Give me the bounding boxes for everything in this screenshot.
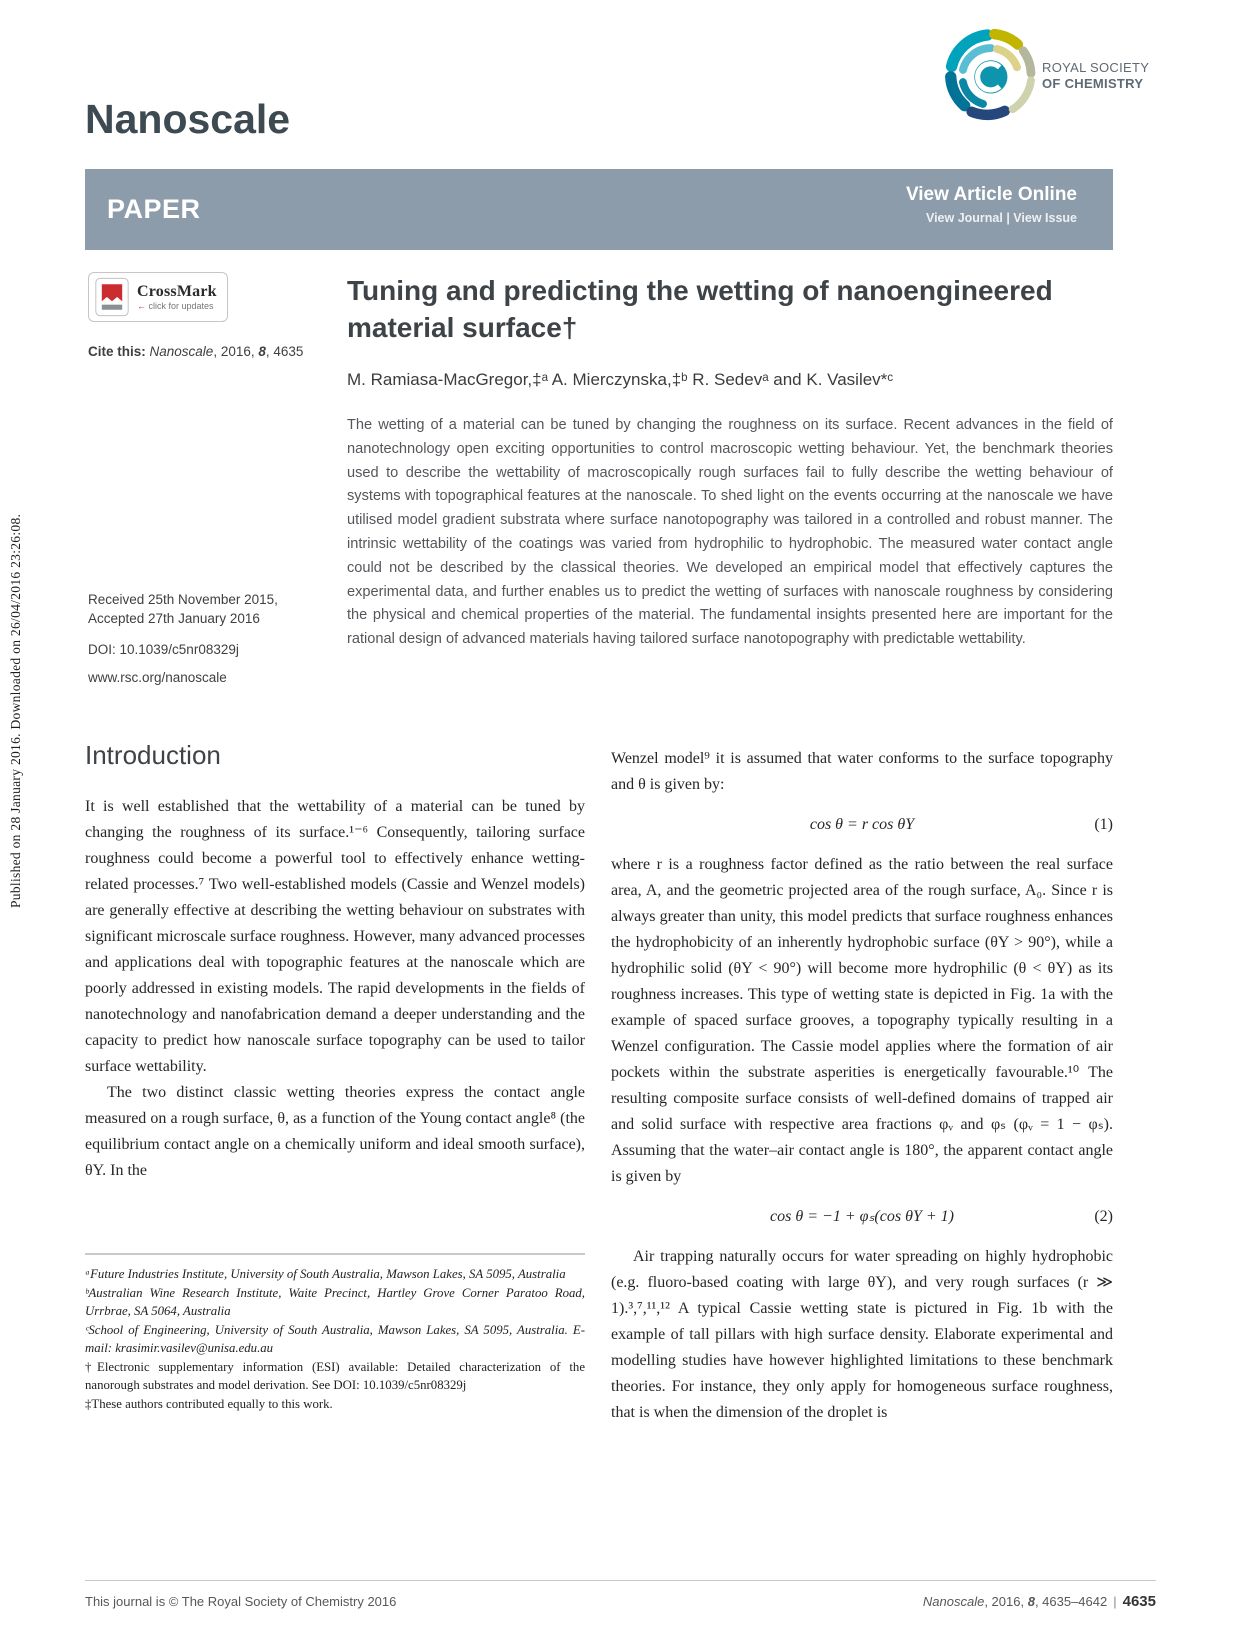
cite-this-line <box>88 342 338 361</box>
body-paragraph: Wenzel model⁹ it is assumed that water conforms to the surface topography and θ is given by: <box>611 750 1113 793</box>
article-head <box>347 272 1113 652</box>
download-stamp: Published on 28 January 2016. Downloaded on 26/04/2016 23:26:08. <box>8 513 23 908</box>
received-date: Received 25th November 2015, <box>88 592 278 607</box>
footer-citation-mid: , 2016, <box>984 1594 1028 1609</box>
footnote-divider <box>85 1253 585 1255</box>
crossmark-icon <box>95 277 129 317</box>
banner-links <box>906 184 1077 225</box>
equation-1-formula: cos θ = r cos θY <box>809 816 915 833</box>
crossmark-text <box>137 283 217 311</box>
body-column-right <box>611 746 1113 1426</box>
paper-type-banner <box>85 169 1113 250</box>
cite-pages: , 4635 <box>265 344 304 359</box>
footnotes-block <box>85 1253 585 1413</box>
body-column-left <box>85 742 585 1184</box>
crossmark-title: CrossMark <box>137 283 217 300</box>
affiliation-c: ᶜSchool of Engineering, University of South Australia, Mawson Lakes, SA 5095, Australia. E-mail: krasimir.vasilev@unisa.edu.au <box>85 1322 585 1355</box>
history-dates <box>88 590 338 628</box>
footer-volume: 8 <box>1027 1594 1035 1609</box>
view-journal-issue-links[interactable]: View Journal | View Issue <box>925 211 1077 225</box>
rsc-wordmark <box>1042 60 1149 92</box>
esi-footnote: †Electronic supplementary information (ESI) available: Detailed characterization of the nanorough substrates and model derivation. See DOI: 10.1039/c5nr08329j <box>85 1359 585 1392</box>
equation-2-number: (2) <box>1094 1208 1113 1225</box>
journal-title: Nanoscale <box>85 96 291 142</box>
affiliation-a: ᵃFuture Industries Institute, University of South Australia, Mawson Lakes, SA 5095, Australia <box>85 1267 566 1281</box>
equation-1 <box>611 812 1113 838</box>
cite-volume: 8 <box>258 344 266 359</box>
cite-journal: Nanoscale <box>145 344 214 359</box>
page-footer <box>85 1580 1156 1610</box>
equation-2-formula: cos θ = −1 + φₛ(cos θY + 1) <box>770 1208 954 1225</box>
crossmark-subtitle-text: click for updates <box>148 301 214 311</box>
contribution-footnote: ‡These authors contributed equally to this work. <box>85 1396 333 1411</box>
crossmark-arrow-icon: ← <box>137 301 146 311</box>
journal-website-link[interactable]: www.rsc.org/nanoscale <box>88 670 227 685</box>
rsc-wordmark-line1: ROYAL SOCIETY <box>1042 60 1150 75</box>
affiliation-b: ᵇAustralian Wine Research Institute, Waite Precinct, Hartley Grove Corner Paratoo Road, Urrbrae, SA 5064, Australia <box>85 1285 585 1318</box>
footer-journal: Nanoscale <box>922 1594 985 1609</box>
rsc-wordmark-line2: OF CHEMISTRY <box>1042 76 1144 91</box>
footer-citation <box>923 1593 1156 1610</box>
accepted-date: Accepted 27th January 2016 <box>88 611 260 626</box>
cite-label: Cite this: <box>88 344 146 359</box>
footer-separator: | <box>1113 1594 1117 1609</box>
rsc-brand <box>942 28 1149 124</box>
footer-copyright: This journal is © The Royal Society of Chemistry 2016 <box>85 1594 397 1609</box>
equation-1-number: (1) <box>1094 816 1113 833</box>
article-title: Tuning and predicting the wetting of nanoengineered material surface† <box>347 275 1053 343</box>
rsc-logo <box>942 28 1038 124</box>
body-paragraph: where r is a roughness factor defined as the ratio between the real surface area, A, and the geometric projected area of the rough surface, A₀. Since r is always greater than unity, this model predicts that surface roughness enhances the hydrophobicity of an inherently hydrophobic surface (θY > 90°), while a hydrophilic solid (θY < 90°) will become more hydrophilic (θ < θY) as its roughness increases. This type of wetting state is depicted in Fig. 1a with the example of spaced surface grooves, a topography typically resulting in a Wenzel configuration. The Cassie model applies where the formation of air pockets within the substrate asperities is energetically favourable.¹⁰ The resulting composite surface consists of well-defined domains of trapped air and solid surface with respective area fractions φᵥ and φₛ (φᵥ = 1 − φₛ). Assuming that the water–air contact angle is 180°, the apparent contact angle is given by <box>611 856 1113 1185</box>
equation-2 <box>611 1204 1113 1230</box>
crossmark-subtitle <box>137 301 217 311</box>
body-paragraph: Air trapping naturally occurs for water spreading on highly hydrophobic (e.g. fluoro-based coating with large θY), and very rough surfaces (r ≫ 1).³,⁷,¹¹,¹² A typical Cassie wetting state is pictured in Fig. 1b with the example of tall pillars with high surface density. Elaborate experimental and modelling studies have however highlighted limitations to these benchmark theories. For instance, they only apply for homogeneous surface roughness, that is when the dimension of the droplet is <box>611 1248 1113 1421</box>
cite-year: , 2016, <box>213 344 259 359</box>
author-list: M. Ramiasa-MacGregor,‡ᵃ A. Mierczynska,‡ᵇ R. Sedevᵃ and K. Vasilev*ᶜ <box>347 370 894 389</box>
footer-pages: , 4635–4642 <box>1034 1594 1108 1609</box>
body-paragraph: It is well established that the wettability of a material can be tuned by changing the roughness of its surface.¹⁻⁶ Consequently, tailoring surface roughness could become a powerful tool to effectively enhance wetting-related processes.⁷ Two well-established models (Cassie and Wenzel models) are generally effective at describing the wetting behaviour on substrates with significant microscale surface roughness. However, many advanced processes and applications deal with topographic features at the nanoscale which are poorly addressed in existing models. The rapid developments in the fields of nanotechnology and nanofabrication demand a deeper understanding and the capacity to predict how nanoscale surface topography can be used to tailor surface wettability. <box>85 798 585 1075</box>
crossmark-badge[interactable] <box>88 272 228 322</box>
section-heading-introduction: Introduction <box>85 740 221 770</box>
doi-line: DOI: 10.1039/c5nr08329j <box>88 642 239 657</box>
footer-page-number: 4635 <box>1122 1593 1156 1610</box>
paper-type-label: PAPER <box>107 194 201 224</box>
abstract-text: The wetting of a material can be tuned by changing the roughness on its surface. Recent advances in the field of nanotechnology open exciting opportunities to control macroscopic wetting behaviour. Yet, the benchmark theories used to describe the wettability of macroscopically rough surfaces fail to fully describe the wetting behaviour of systems with topographical features at the nanoscale. To shed light on the events occurring at the nanoscale we have utilised model gradient substrata where surface nanotopography was tailored in a controlled and robust manner. The intrinsic wettability of the coatings was varied from hydrophilic to hydrophobic. The measured water contact angle could not be described by the classical theories. We developed an empirical model that effectively captures the experimental data, and further enables us to predict the wetting of surfaces with nanoscale roughness by considering the physical and chemical properties of the material. The fundamental insights presented here are important for the rational design of advanced materials having tailored surface nanotopography with predictable wettability. <box>347 417 1113 648</box>
body-paragraph: The two distinct classic wetting theories express the contact angle measured on a rough surface, θ, as a function of the Young contact angle⁸ (the equilibrium contact angle on a chemically uniform and ideal smooth surface), θY. In the <box>85 1084 585 1179</box>
view-article-online-link[interactable]: View Article Online <box>905 184 1077 205</box>
